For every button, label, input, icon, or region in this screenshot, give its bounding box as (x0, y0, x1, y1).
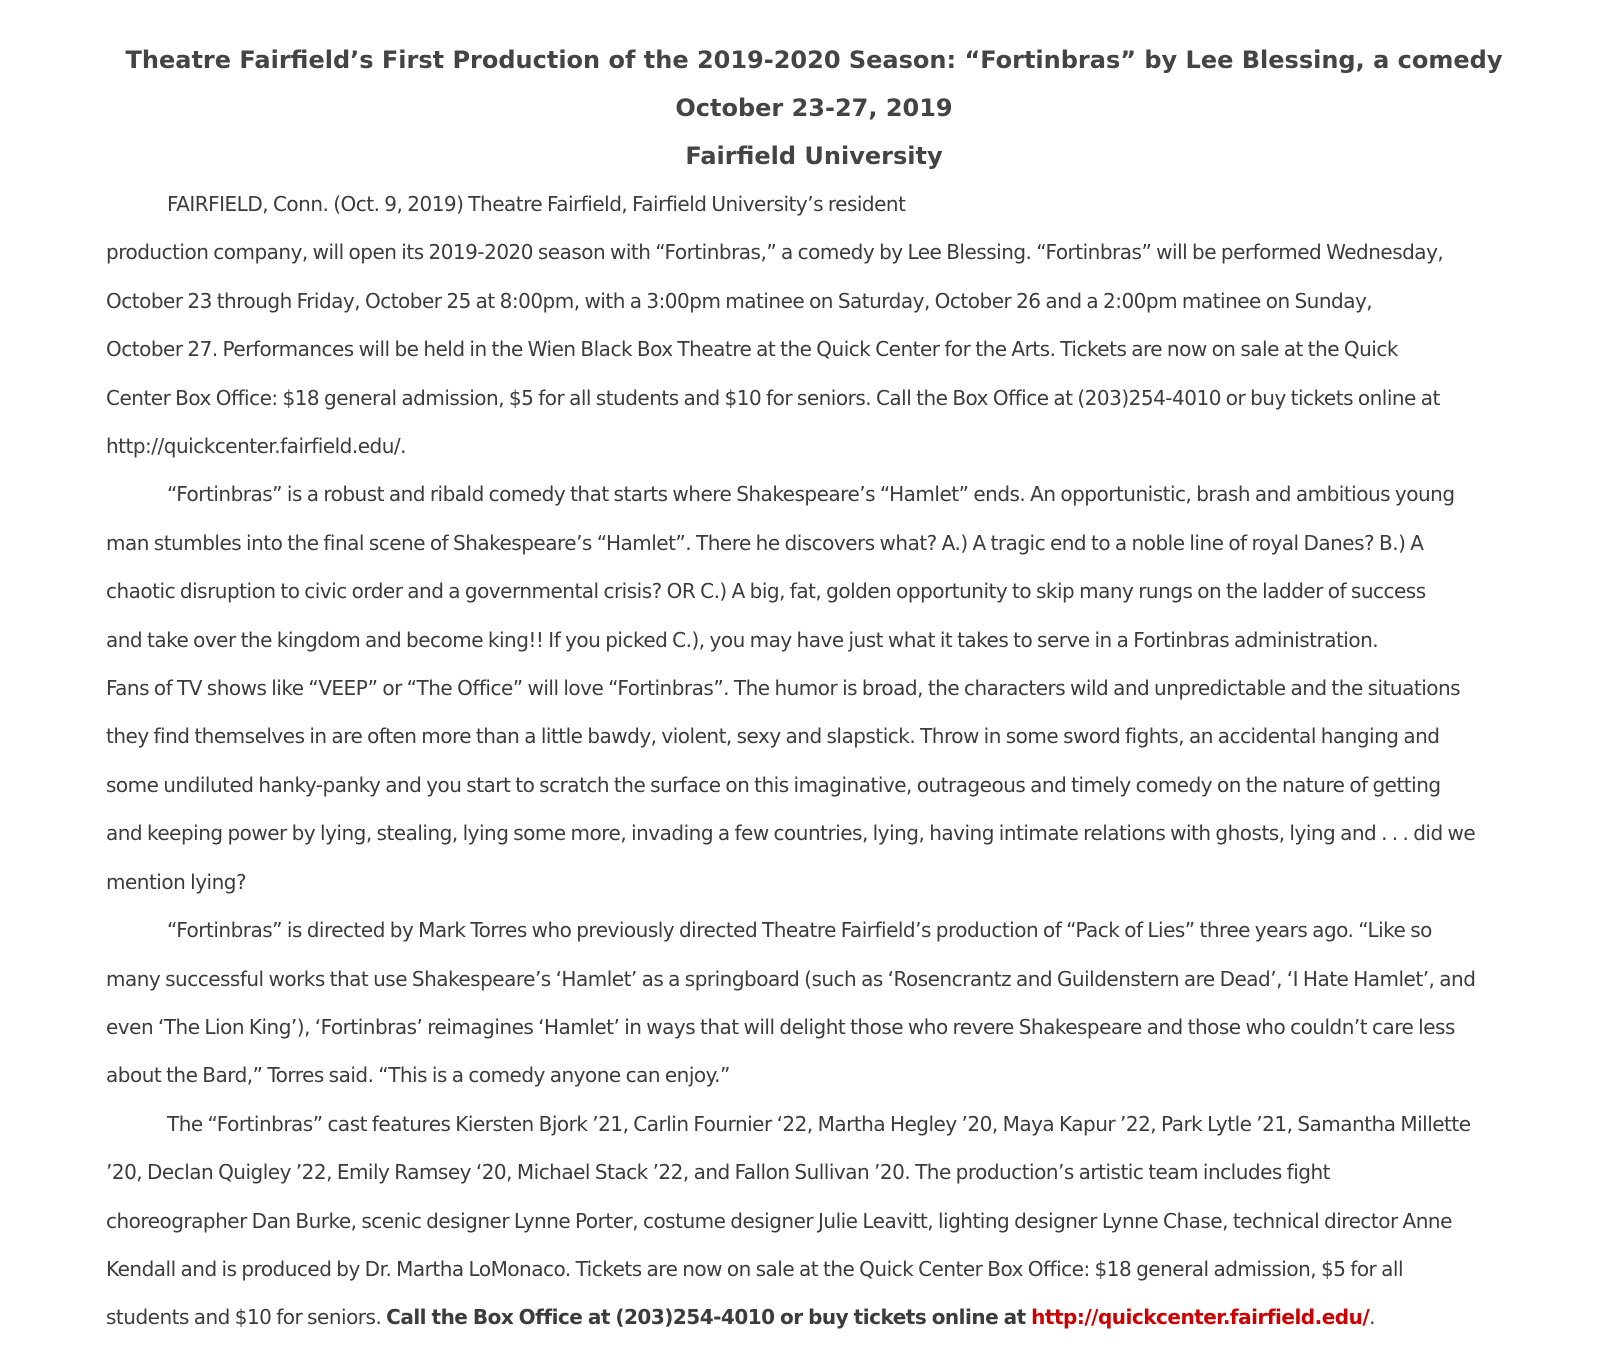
text-line: students and $10 for seniors. Call the Box Office at (203)254-4010 or buy tickets online at http://quickcenter.fairfield.edu/. (106, 1305, 1376, 1330)
text-line: The “Fortinbras” cast features Kiersten Bjork ’21, Carlin Fournier ‘22, Martha Hegley ’20, Maya Kapur ’22, Park Lytle ’21, Samantha Millette (167, 1111, 1471, 1136)
text-line: and take over the kingdom and become king!! If you picked C.), you may have just what it takes to serve in a Fortinbras administration. (106, 627, 1379, 652)
paragraph-synopsis (106, 470, 1522, 664)
text-line: October 27. Performances will be held in the Wien Black Box Theatre at the Quick Center for the Arts. Tickets are now on sale at the Quick (106, 337, 1398, 362)
text-line: October 23 through Friday, October 25 at 8:00pm, with a 3:00pm matinee on Saturday, October 26 and a 2:00pm matinee on Sunday, (106, 288, 1373, 313)
quickcenter-link[interactable]: http://quickcenter.fairfield.edu/ (1031, 1305, 1370, 1330)
paragraph-director (106, 906, 1522, 1100)
text-line: and keeping power by lying, stealing, lying some more, invading a few countries, lying, having intimate relations with ghosts, lying and . . . did we (106, 821, 1476, 846)
text-line: “Fortinbras” is directed by Mark Torres who previously directed Theatre Fairfield’s production of “Pack of Lies” three years ago. “Like so (167, 918, 1432, 943)
text-line: Center Box Office: $18 general admission, $5 for all students and $10 for seniors. Call the Box Office at (203)254-4010 or buy tickets online at (106, 385, 1440, 410)
text-line: about the Bard,” Torres said. “This is a comedy anyone can enjoy.” (106, 1063, 730, 1088)
box-office-callout: Call the Box Office at (203)254-4010 or buy tickets online at (386, 1305, 1032, 1330)
text-line: ’20, Declan Quigley ’22, Emily Ramsey ‘20, Michael Stack ’22, and Fallon Sullivan ’20. The production’s artistic team includes fight (106, 1160, 1330, 1185)
text-line: they find themselves in are often more than a little bawdy, violent, sexy and slapstick. Throw in some sword fights, an accidental hanging and (106, 724, 1440, 749)
text-line: FAIRFIELD, Conn. (Oct. 9, 2019) Theatre Fairfield, Fairfield University’s resident (167, 192, 906, 216)
page-title: Theatre Fairfield’s First Production of the 2019-2020 Season: “Fortinbras” by Lee Blessing, a comedy (125, 46, 1503, 74)
text-line: some undiluted hanky-panky and you start to scratch the surface on this imaginative, outrageous and timely comedy on the nature of getting (106, 772, 1441, 797)
paragraph-humor (106, 664, 1522, 906)
venue-name: Fairfield University (685, 142, 943, 170)
event-dates: October 23-27, 2019 (675, 94, 953, 122)
paragraph-cast (106, 1100, 1522, 1342)
text-line: mention lying? (106, 869, 247, 894)
text-line: even ‘The Lion King’), ‘Fortinbras’ reimagines ‘Hamlet’ in ways that will delight those who revere Shakespeare and those who couldn’t care less (106, 1014, 1455, 1039)
text-line: production company, will open its 2019-2020 season with “Fortinbras,” a comedy by Lee Blessing. “Fortinbras” will be performed Wednesday, (106, 240, 1444, 265)
text-line: “Fortinbras” is a robust and ribald comedy that starts where Shakespeare’s “Hamlet” ends. An opportunistic, brash and ambitious young (167, 482, 1455, 507)
text-line: choreographer Dan Burke, scenic designer Lynne Porter, costume designer Julie Leavitt, lighting designer Lynne Chase, technical director Anne (106, 1208, 1452, 1233)
text-line: http://quickcenter.fairfield.edu/. (106, 434, 407, 459)
text-line: many successful works that use Shakespeare’s ‘Hamlet’ as a springboard (such as ‘Rosencrantz and Guildenstern are Dead’, ‘I Hate Hamlet’, and (106, 966, 1476, 991)
text-line: Kendall and is produced by Dr. Martha LoMonaco. Tickets are now on sale at the Quick Center Box Office: $18 general admission, $5 for all (106, 1256, 1404, 1281)
text-line: chaotic disruption to civic order and a governmental crisis? OR C.) A big, fat, golden opportunity to skip many rungs on the ladder of success (106, 579, 1426, 604)
paragraph-announcement (106, 180, 1522, 470)
text-line: Fans of TV shows like “VEEP” or “The Office” will love “Fortinbras”. The humor is broad, the characters wild and unpredictable and the situations (106, 676, 1461, 701)
text-line: man stumbles into the final scene of Shakespeare’s “Hamlet”. There he discovers what? A.) A tragic end to a noble line of royal Danes? B.) A (106, 530, 1424, 555)
